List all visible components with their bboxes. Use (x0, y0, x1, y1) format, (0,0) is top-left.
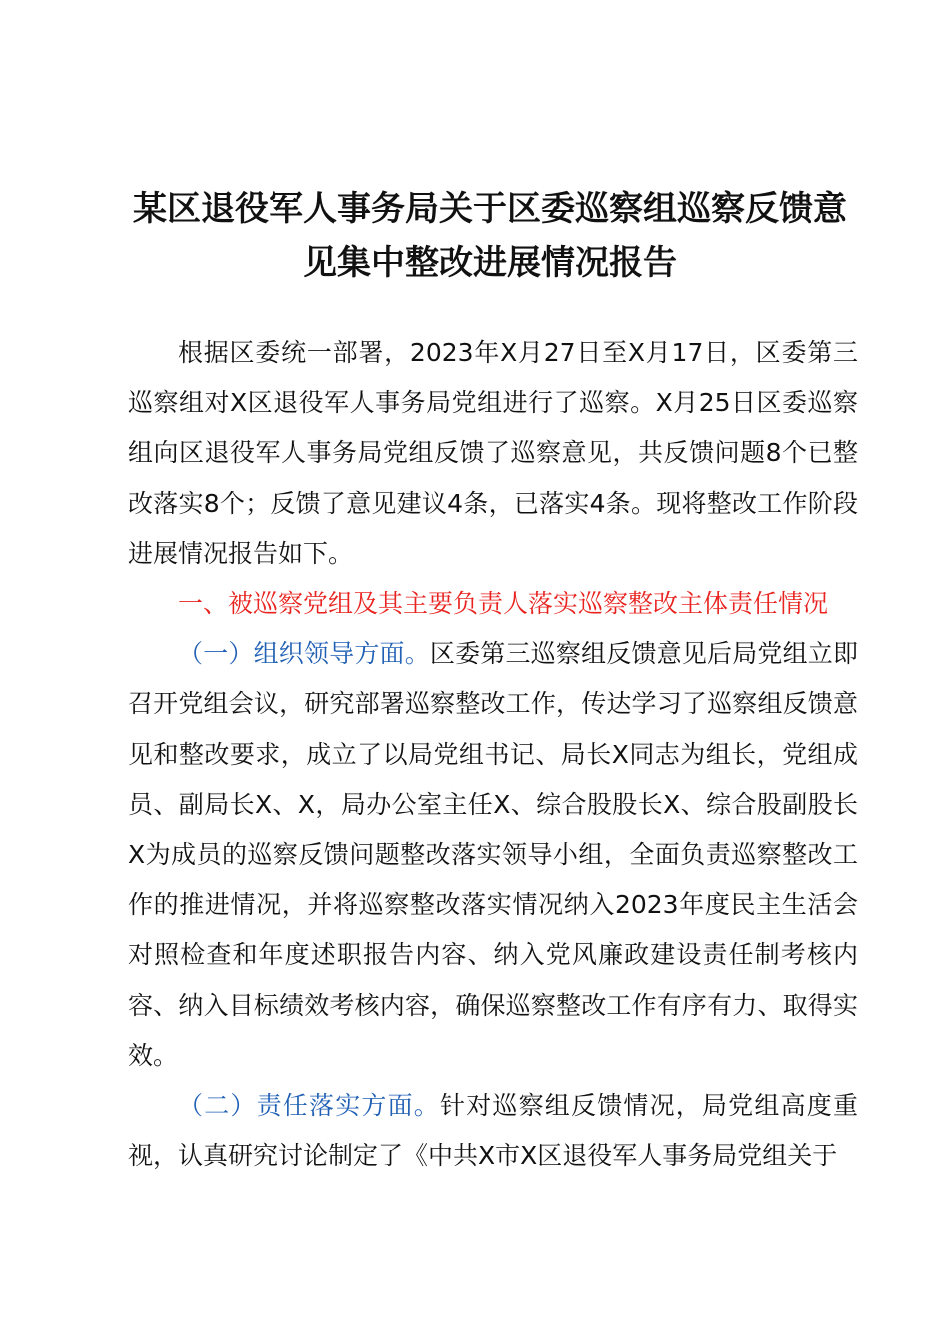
intro-paragraph: 根据区委统一部署，2023年X月27日至X月17日，区委第三巡察组对X区退役军人事务局党组进行了巡察。X月25日区委巡察组向区退役军人事务局党组反馈了巡察意见，共反馈问题8个已整改落实8个；反馈了意见建议4条，已落实4条。现将整改工作阶段进展情况报告如下。 (128, 338, 858, 568)
subsection-2-text: 针对巡察组反馈情况，局党组高度重视，认真研究讨论制定了《中共X市X区退役军人事务局党组关于 (128, 1091, 858, 1171)
title-line-2: 见集中整改进展情况报告 (303, 243, 677, 283)
title-line-1: 某区退役军人事务局关于区委巡察组巡察反馈意 (133, 189, 847, 229)
section-1-heading: 一、被巡察党组及其主要负责人落实巡察整改主体责任情况 (178, 589, 829, 619)
subsection-1-paragraph (128, 629, 858, 1081)
subsection-1-text: 区委第三巡察组反馈意见后局党组立即召开党组会议，研究部署巡察整改工作，传达学习了巡察组反馈意见和整改要求，成立了以局党组书记、局长X同志为组长，党组成员、副局长X、X，局办公室主任X、综合股股长X、综合股副股长X为成员的巡察反馈问题整改落实领导小组，全面负责巡察整改工作的推进情况，并将巡察整改落实情况纳入2023年度民主生活会对照检查和年度述职报告内容、纳入党风廉政建设责任制考核内容、纳入目标绩效考核内容，确保巡察整改工作有序有力、取得实效。 (128, 639, 858, 1070)
document-title (110, 182, 870, 290)
document-body (128, 328, 858, 1181)
subsection-1-heading: （一）组织领导方面。 (178, 639, 430, 669)
subsection-2-heading: （二）责任落实方面。 (178, 1091, 440, 1121)
subsection-2-paragraph (128, 1081, 858, 1181)
